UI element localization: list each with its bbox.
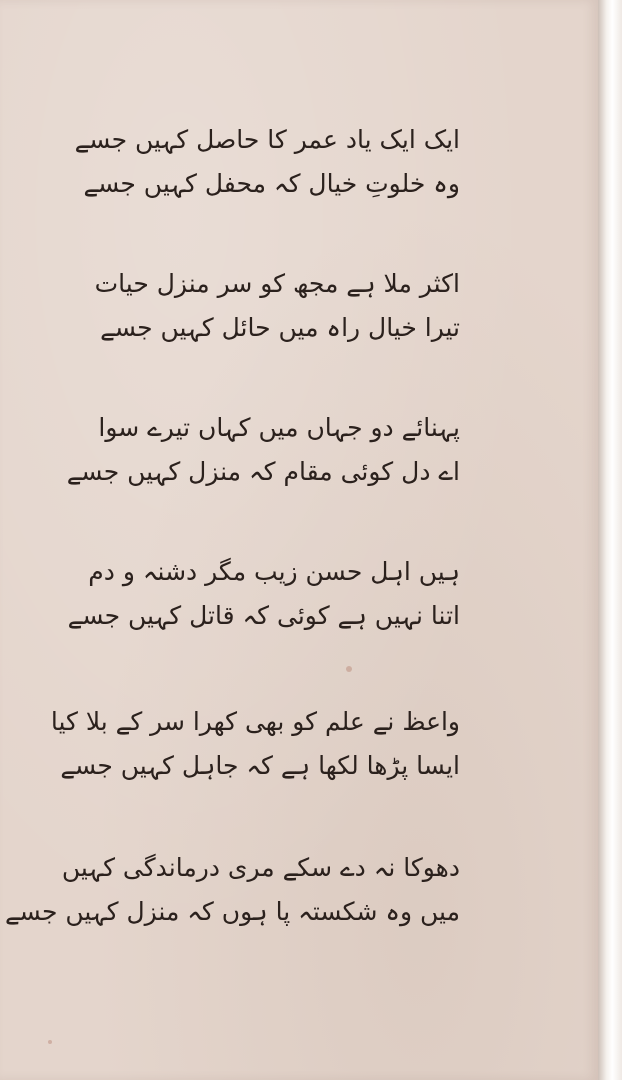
verse-line: میں وہ شکستہ پا ہوں کہ منزل کہیں جسے	[5, 897, 460, 926]
verse-line: اے دل کوئی مقام کہ منزل کہیں جسے	[66, 457, 460, 486]
verse-line: دھوکا نہ دے سکے مری درماندگی کہیں	[61, 853, 460, 882]
paper-stain	[48, 1040, 52, 1044]
couplet-3	[60, 406, 460, 494]
verse-line: ایسا پڑھا لکھا ہے کہ جاہل کہیں جسے	[60, 751, 460, 780]
couplet-6	[5, 846, 460, 934]
couplet-4	[60, 550, 460, 638]
paper-stain	[346, 666, 352, 672]
couplet-5	[50, 700, 460, 788]
verse-line: وہ خلوتِ خیال کہ محفل کہیں جسے	[83, 169, 460, 198]
verse-line: ایک ایک یاد عمر کا حاصل کہیں جسے	[74, 125, 460, 154]
couplet-1	[60, 118, 460, 206]
verse-line: اتنا نہیں ہے کوئی کہ قاتل کہیں جسے	[67, 601, 460, 630]
verse-line: واعظ نے علم کو بھی کھرا سر کے بلا کیا	[50, 707, 460, 736]
couplet-2	[60, 262, 460, 350]
page-binding-edge	[598, 0, 622, 1080]
verse-line: پہنائے دو جہاں میں کہاں تیرے سوا	[98, 413, 460, 442]
verse-line: اکثر ملا ہے مجھ کو سر منزل حیات	[94, 269, 460, 298]
verse-line: ہیں اہل حسن زیب مگر دشنہ و دم	[88, 557, 460, 586]
verse-line: تیرا خیال راہ میں حائل کہیں جسے	[100, 313, 460, 342]
